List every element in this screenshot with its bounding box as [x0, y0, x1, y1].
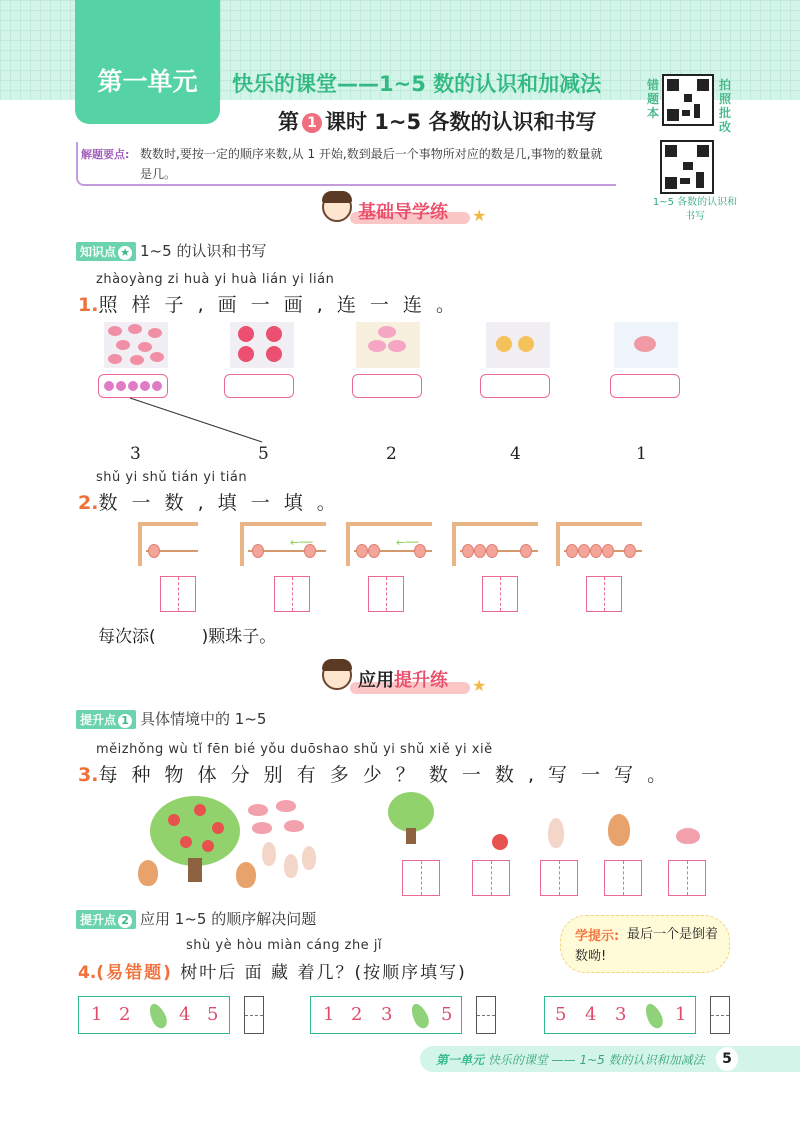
bird-icon — [676, 828, 700, 844]
improvement-point-1 — [76, 708, 266, 729]
lesson-text: 课时 1~5 各数的认识和书写 — [325, 110, 597, 134]
q1-number-option[interactable]: 1 — [636, 444, 647, 464]
q1-text: 1.照 样 子 , 画 一 画 , 连 一 连 。 — [78, 294, 459, 316]
q4-number: 4. — [78, 963, 97, 983]
monkey-icon — [236, 862, 256, 888]
q2-write-box[interactable] — [274, 576, 310, 612]
bird-icon — [252, 822, 272, 834]
bird-icon — [284, 820, 304, 832]
q3-answer-box[interactable] — [472, 860, 510, 896]
rabbit-icon — [262, 842, 276, 866]
kp-text: 应用 1~5 的顺序解决问题 — [140, 910, 317, 928]
q1-number: 1. — [78, 294, 99, 316]
sequence-row: 5 4 3 1 — [544, 996, 696, 1034]
kp-tag: 知识点 ★ — [76, 242, 136, 261]
q3-answer-box[interactable] — [402, 860, 440, 896]
kp-tag: 提升点 2 — [76, 910, 136, 929]
hint-label: 学提示: — [575, 929, 620, 944]
q3-pinyin: měizhǒng wù tǐ fēn bié yǒu duōshao shǔ yi shǔ xiě yi xiě — [96, 742, 493, 757]
lesson-number: 1 — [302, 113, 322, 133]
sequence-row: 1 2 3 5 — [310, 996, 462, 1034]
q4-answer-box[interactable] — [244, 996, 264, 1034]
rabbit-icon — [302, 846, 316, 870]
q1-number-option[interactable]: 5 — [258, 444, 269, 464]
q3-answer-box[interactable] — [540, 860, 578, 896]
q2-write-box[interactable] — [482, 576, 518, 612]
lesson-prefix: 第 — [278, 110, 299, 134]
cartoon-kid-icon — [322, 660, 352, 690]
kp-text: 具体情境中的 1~5 — [140, 710, 267, 728]
q3-answer-box[interactable] — [604, 860, 642, 896]
abacus — [346, 522, 432, 566]
q2-number: 2. — [78, 492, 99, 514]
qr-left-label: 错题本 — [646, 78, 659, 120]
arrow-left-icon: ←── — [396, 536, 419, 549]
kp-text: 1~5 的认识和书写 — [140, 242, 267, 260]
hint-bubble — [560, 915, 730, 973]
footer-band — [420, 1046, 800, 1072]
leaf-icon — [146, 1001, 170, 1030]
unit-title: 快乐的课堂——1~5 数的认识和加减法 — [232, 72, 602, 96]
apple-icon — [492, 834, 508, 850]
leaf-icon — [642, 1001, 666, 1030]
bird-icon — [276, 800, 296, 812]
sequence-row: 1 2 4 5 — [78, 996, 230, 1034]
page-number: 5 — [716, 1047, 738, 1071]
q1-number-option[interactable]: 3 — [130, 444, 141, 464]
bird-icon — [248, 804, 268, 816]
q4-answer-box[interactable] — [710, 996, 730, 1034]
star-badge-icon: ★ — [118, 246, 132, 260]
section-title-basic: 基础导学练 — [358, 202, 448, 223]
q2-pinyin: shǔ yi shǔ tián yi tián — [96, 470, 248, 485]
q1-pinyin: zhàoyàng zi huà yi huà lián yi lián — [96, 272, 335, 287]
q4-answer-box[interactable] — [476, 996, 496, 1034]
improvement-point-2 — [76, 908, 316, 929]
q4-text: 4.(易错题) 树叶后 面 藏 着几？(按顺序填写) — [78, 963, 467, 983]
q1-number-option[interactable]: 4 — [510, 444, 521, 464]
rabbit-icon — [548, 818, 564, 848]
tips-label: 解题要点: — [81, 148, 130, 161]
tips-text: 数数时,要按一定的顺序来数,从 1 开始,数到最后一个事物所对应的数是几,事物的数量就是几。 — [140, 147, 603, 181]
q1-number-option[interactable]: 2 — [386, 444, 397, 464]
kp-tag: 提升点 1 — [76, 710, 136, 729]
q2-text: 2.数 一 数 , 填 一 填 。 — [78, 492, 340, 514]
hint-text: 最后一个是倒着数呦! — [575, 927, 719, 964]
star-icon: ★ — [472, 676, 487, 695]
abacus — [452, 522, 538, 566]
abacus — [240, 522, 326, 566]
q2-write-box[interactable] — [368, 576, 404, 612]
footer-text: 第一单元 快乐的课堂 —— 1~5 数的认识和加减法 — [436, 1053, 705, 1067]
q3-answer-box[interactable] — [668, 860, 706, 896]
qr-caption: 1~5 各数的认识和书写 — [652, 197, 738, 222]
unit-label: 第一单元 — [97, 67, 198, 96]
q2-fill-line: 每次添( )颗珠子。 — [98, 627, 277, 647]
star-icon: ★ — [472, 206, 487, 225]
rabbit-icon — [284, 854, 298, 878]
leaf-icon — [408, 1001, 432, 1030]
arrow-left-icon: ←── — [290, 536, 313, 549]
monkey-icon — [608, 814, 630, 846]
monkey-icon — [138, 860, 158, 886]
q3-text: 3.每 种 物 体 分 别 有 多 少 ？ 数 一 数 , 写 一 写 。 — [78, 764, 671, 786]
section-title-apply: 应用提升练 — [358, 670, 448, 691]
q3-number: 3. — [78, 764, 99, 786]
qr-right-label: 拍照批改 — [718, 78, 731, 134]
abacus — [138, 522, 198, 566]
abacus — [556, 522, 642, 566]
q4-label-error-prone: (易错题) — [96, 963, 173, 983]
q2-write-box[interactable] — [586, 576, 622, 612]
q2-write-box[interactable] — [160, 576, 196, 612]
q4-pinyin: shù yè hòu miàn cáng zhe jǐ — [186, 938, 383, 953]
